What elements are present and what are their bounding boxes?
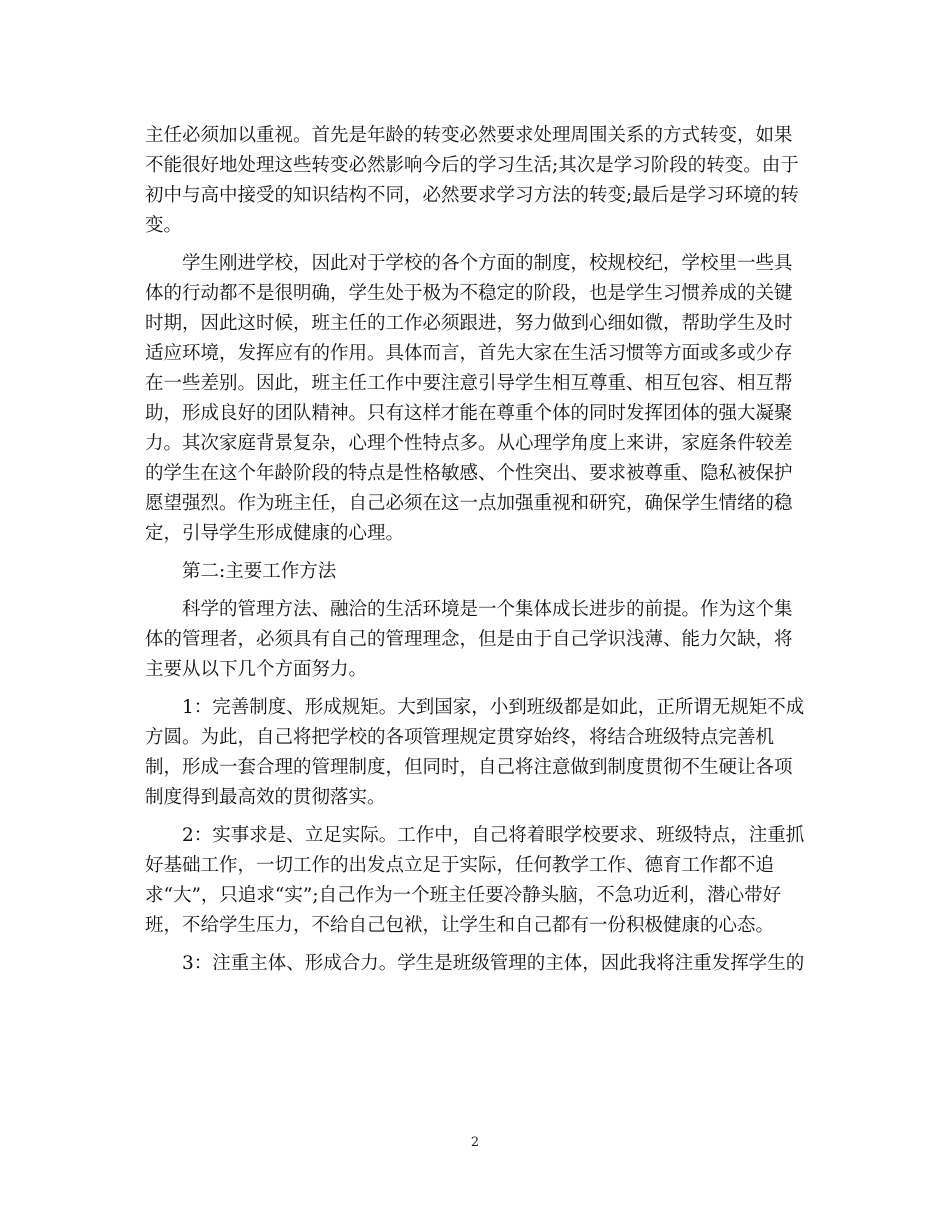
paragraph-line: 主要从以下几个方面努力。 xyxy=(145,659,368,680)
paragraph-line: 时期，因此这时候，班主任的工作必须跟进，努力做到心细如微，帮助学生及时 xyxy=(145,313,793,334)
paragraph xyxy=(145,595,815,685)
paragraph-line: 主任必须加以重视。首先是年龄的转变必然要求处理周围关系的方式转变，如果 xyxy=(145,125,793,146)
paragraph-line: 在一些差别。因此，班主任工作中要注意引导学生相互尊重、相互包容、相互帮 xyxy=(145,373,793,394)
paragraph-line: 3：注重主体、形成合力。学生是班级管理的主体，因此我将注重发挥学生的 xyxy=(182,953,805,974)
paragraph-line: 不能很好地处理这些转变必然影响今后的学习生活;其次是学习阶段的转变。由于 xyxy=(145,155,799,176)
paragraph-line: 好基础工作，一切工作的出发点立足于实际，任何教学工作、德育工作都不追 xyxy=(145,855,775,876)
paragraph-line: 方圆。为此，自己将把学校的各项管理规定贯穿始终，将结合班级特点完善机 xyxy=(145,727,775,748)
paragraph xyxy=(145,249,815,549)
paragraph-line: 求“大”，只追求“实”;自己作为一个班主任要冷静头脑，不急功近利，潜心带好 xyxy=(145,885,782,906)
paragraph-line: 学生刚进学校，因此对于学校的各个方面的制度，校规校纪，学校里一些具 xyxy=(182,253,793,274)
paragraph-line: 初中与高中接受的知识结构不同，必然要求学习方法的转变;最后是学习环境的转 xyxy=(145,185,799,206)
paragraph xyxy=(145,693,815,813)
paragraph-line: 愿望强烈。作为班主任，自己必须在这一点加强重视和研究，确保学生情绪的稳 xyxy=(145,493,793,514)
paragraph-line: 力。其次家庭背景复杂，心理个性特点多。从心理学角度上来讲，家庭条件较差 xyxy=(145,433,793,454)
paragraph xyxy=(145,821,815,941)
paragraph-line: 班，不给学生压力，不给自己包袱，让学生和自己都有一份积极健康的心态。 xyxy=(145,915,775,936)
paragraph-line: 2：实事求是、立足实际。工作中，自己将着眼学校要求、班级特点，注重抓 xyxy=(182,825,805,846)
paragraph-line: 定，引导学生形成健康的心理。 xyxy=(145,523,405,544)
paragraph-line: 体的行动都不是很明确，学生处于极为不稳定的阶段，也是学生习惯养成的关键 xyxy=(145,283,793,304)
paragraph-line: 的学生在这个年龄阶段的特点是性格敏感、个性突出、要求被尊重、隐私被保护 xyxy=(145,463,793,484)
paragraph-line: 变。 xyxy=(145,215,183,236)
body-text xyxy=(145,121,815,987)
page-number: 2 xyxy=(470,1135,480,1150)
paragraph-line: 第二:主要工作方法 xyxy=(182,561,337,582)
paragraph-line: 适应环境，发挥应有的作用。具体而言，首先大家在生活习惯等方面或多或少存 xyxy=(145,343,793,364)
paragraph-line: 科学的管理方法、融洽的生活环境是一个集体成长进步的前提。作为这个集 xyxy=(182,599,793,620)
paragraph-line: 制度得到最高效的贯彻落实。 xyxy=(145,787,386,808)
paragraph xyxy=(145,949,815,979)
paragraph xyxy=(145,557,815,587)
paragraph xyxy=(145,121,815,241)
paragraph-line: 制，形成一套合理的管理制度，但同时，自己将注意做到制度贯彻不生硬让各项 xyxy=(145,757,793,778)
paragraph-line: 1：完善制度、形成规矩。大到国家，小到班级都是如此，正所谓无规矩不成 xyxy=(182,697,805,718)
paragraph-line: 体的管理者，必须具有自己的管理理念，但是由于自己学识浅薄、能力欠缺，将 xyxy=(145,629,793,650)
paragraph-line: 助，形成良好的团队精神。只有这样才能在尊重个体的同时发挥团体的强大凝聚 xyxy=(145,403,793,424)
